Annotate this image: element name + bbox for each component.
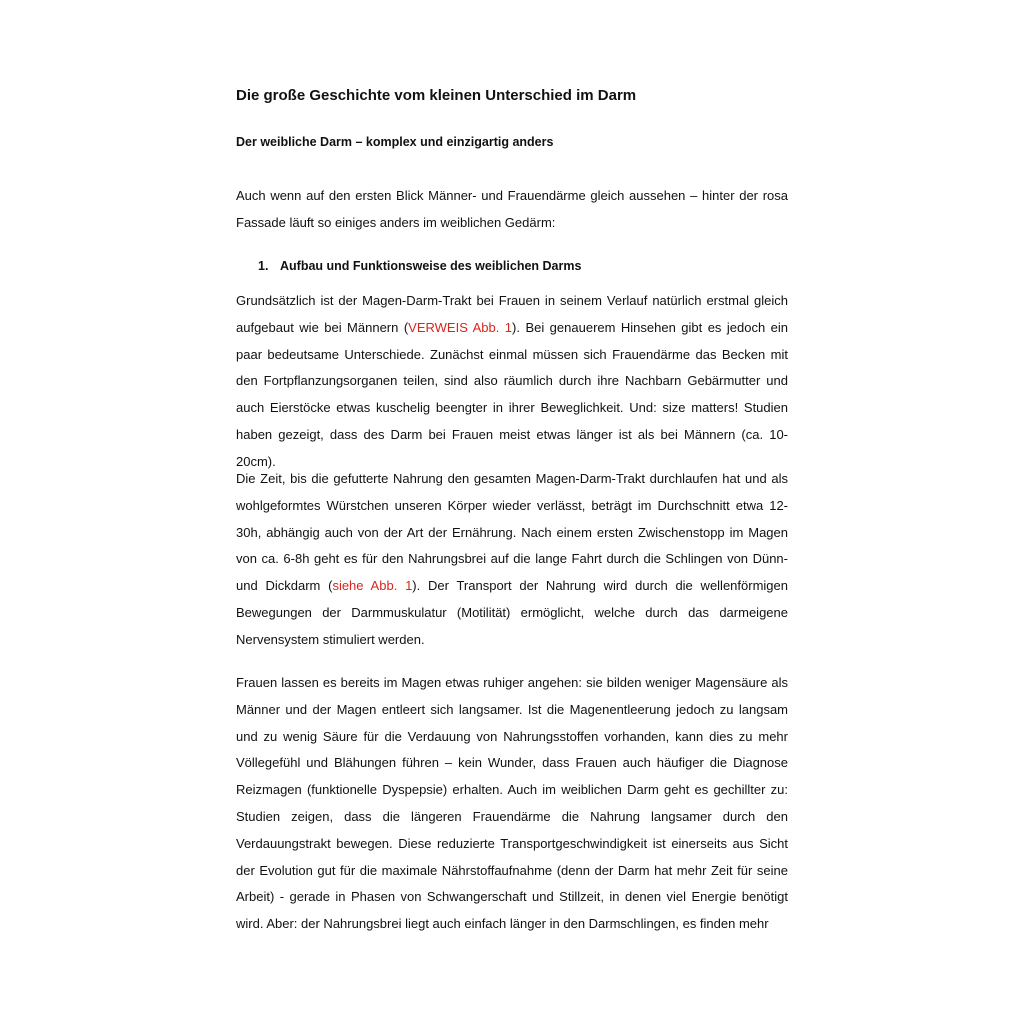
document-subtitle: Der weibliche Darm – komplex und einzigartig anders <box>236 135 554 149</box>
paragraph-stomach: Frauen lassen es bereits im Magen etwas ruhiger angehen: sie bilden weniger Magensäure als Männer und der Magen entleert sich langsamer. Ist die Magenentleerung jedoch zu langsam und zu wenig Säure für die Verdauung von Nahrungsstoffen vorhanden, kann dies zu mehr Völlegefühl und Blähungen führen – kein Wunder, dass Frauen auch häufiger die Diagnose Reizmagen (funktionelle Dyspepsie) erhalten. Auch im weiblichen Darm geht es gechillter zu: Studien zeigen, dass die längeren Frauendärme die Nahrung langsamer durch den Verdauungstrakt bewegen. Diese reduzierte Transportgeschwindigkeit ist einerseits aus Sicht der Evolution gut für die maximale Nährstoffaufnahme (denn der Darm hat mehr Zeit für seine Arbeit) - gerade in Phasen von Schwangerschaft und Stillzeit, in denen viel Energie benötigt wird. Aber: der Nahrungsbrei liegt auch einfach länger in den Darmschlingen, es finden mehr <box>236 675 788 932</box>
paragraph-text: Die Zeit, bis die gefutterte Nahrung den gesamten Magen-Darm-Trakt durchlaufen hat und als wohlgeformtes Würstchen unseren Körper wieder verlässt, beträgt im Durchschnitt etwa 12-30h, abhängig auch von der Art der Ernährung. Nach einem ersten Zwischenstopp im Magen von ca. 6-8h geht es für den Nahrungsbrei auf die lange Fahrt durch die Schlingen von Dünn- und Dickdarm ( <box>236 471 788 594</box>
figure-reference-link[interactable]: VERWEIS Abb. 1 <box>408 319 513 335</box>
paragraph-transit-time <box>236 466 788 654</box>
section-heading-text: Aufbau und Funktionsweise des weiblichen Darms <box>280 259 582 273</box>
section-number: 1. <box>258 259 269 273</box>
paragraph-text: ). Bei genauerem Hinsehen gibt es jedoch ein paar bedeutsame Unterschiede. Zunächst einmal müssen sich Frauendärme das Becken mit den Fortpflanzungsorganen teilen, sind also räumlich durch ihre Nachbarn Gebärmutter und auch Eierstöcke etwas kuschelig beengter in ihrer Beweglichkeit. Und: size matters! Studien haben gezeigt, dass des Darm bei Frauen meist etwas länger ist als bei Männern (ca. 10-20cm). <box>236 319 788 469</box>
figure-reference-link[interactable]: siehe Abb. 1 <box>332 578 413 594</box>
intro-paragraph: Auch wenn auf den ersten Blick Männer- und Frauendärme gleich aussehen – hinter der rosa Fassade läuft so einiges anders im weiblichen Gedärm: <box>236 188 788 230</box>
document-title: Die große Geschichte vom kleinen Unterschied im Darm <box>236 87 637 104</box>
paragraph-text: Grundsätzlich ist der Magen-Darm-Trakt bei Frauen in seinem Verlauf natürlich erstmal gleich aufgebaut wie bei Männern ( <box>236 293 788 335</box>
section-heading <box>258 259 581 273</box>
paragraph-anatomy <box>236 288 788 476</box>
paragraph-text: ). Der Transport der Nahrung wird durch die wellenförmigen Bewegungen der Darmmuskulatur (Motilität) ermöglicht, welche durch das darmeigene Nervensystem stimuliert werden. <box>236 578 788 647</box>
